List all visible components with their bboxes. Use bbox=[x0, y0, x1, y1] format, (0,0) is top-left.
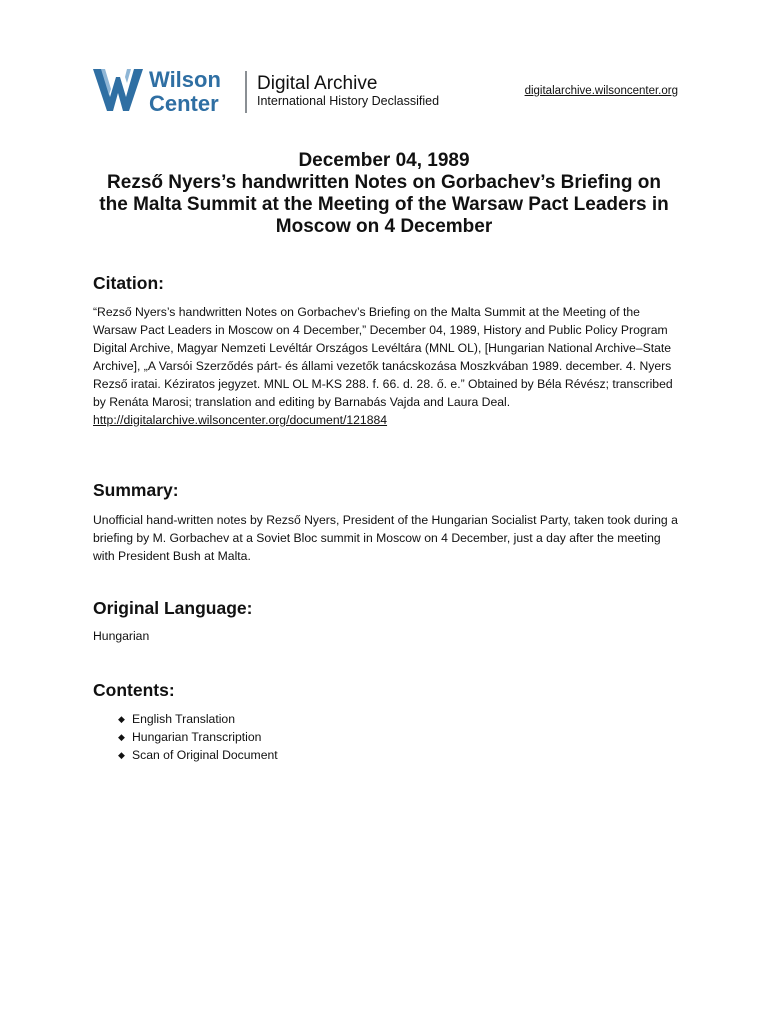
citation-block bbox=[93, 303, 679, 429]
document-title: Rezső Nyers’s handwritten Notes on Gorbachev’s Briefing on the Malta Summit at the Meeting of the Warsaw Pact Leaders in Moscow on 4 December bbox=[99, 172, 669, 237]
document-date: December 04, 1989 bbox=[298, 150, 470, 171]
logo-line-2: Center bbox=[149, 91, 219, 113]
logo-line-1: Wilson bbox=[149, 67, 221, 92]
page-header bbox=[93, 67, 678, 117]
contents-heading: Contents: bbox=[93, 680, 175, 700]
document-link[interactable]: http://digitalarchive.wilsoncenter.org/document/121884 bbox=[93, 413, 388, 427]
contents-item[interactable] bbox=[118, 728, 278, 746]
contents-item-label: Hungarian Transcription bbox=[132, 730, 262, 744]
diamond-bullet-icon: ◆ bbox=[118, 732, 125, 742]
contents-item[interactable] bbox=[118, 746, 278, 764]
archive-title: Digital Archive bbox=[257, 73, 378, 94]
contents-item-label: English Translation bbox=[132, 712, 235, 726]
document-heading bbox=[93, 150, 675, 238]
original-language-value: Hungarian bbox=[93, 629, 150, 643]
contents-item-label: Scan of Original Document bbox=[132, 748, 278, 762]
contents-list bbox=[118, 710, 278, 764]
summary-heading: Summary: bbox=[93, 480, 179, 500]
diamond-bullet-icon: ◆ bbox=[118, 750, 125, 760]
original-language-heading: Original Language: bbox=[93, 598, 253, 618]
wilson-center-wordmark bbox=[149, 67, 241, 113]
wilson-center-logo-icon bbox=[93, 69, 143, 111]
contents-item[interactable] bbox=[118, 710, 278, 728]
citation-text: “Rezső Nyers’s handwritten Notes on Gorbachev’s Briefing on the Malta Summit at the Meeting of the Warsaw Pact Leaders in Moscow on 4 December,” December 04, 1989, History and Public Policy Program Digital Archive, Magyar Nemzeti Levéltár Országos Levéltára (MNL OL), [Hungarian National Archive–State Archive], „A Varsói Szerződés párt- és állami vezetők tanácskozása Moszkvában 1989. december. 4. Nyers Rezső iratai. Kéziratos jegyzet. MNL OL M-KS 288. f. 66. d. 28. ő. e.” Obtained by Béla Révész; transcribed by Renáta Marosi; translation and editing by Barnabás Vajda and Laura Deal. bbox=[93, 305, 673, 409]
logo-divider bbox=[245, 71, 247, 113]
archive-subtitle: International History Declassified bbox=[257, 94, 440, 108]
archive-url-link[interactable]: digitalarchive.wilsoncenter.org bbox=[524, 85, 678, 97]
diamond-bullet-icon: ◆ bbox=[118, 714, 125, 724]
summary-text: Unofficial hand-written notes by Rezső Nyers, President of the Hungarian Socialist Party, taken took during a briefing by M. Gorbachev at a Soviet Bloc summit in Moscow on 4 December, just a day after the meeting with President Bush at Malta. bbox=[93, 513, 678, 563]
citation-heading: Citation: bbox=[93, 273, 164, 293]
